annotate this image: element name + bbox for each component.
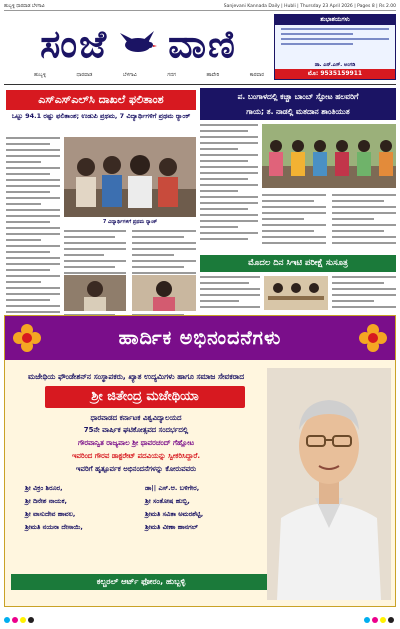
well-wisher-name: ಶ್ರೀ ವಾಸುದೇವ ಹಾವಲ, <box>25 510 76 518</box>
well-wisher-name: ಶ್ರೀಮತಿ ಸವಿತಾ ಅಮರಶೆಟ್ಟಿ, <box>145 510 204 518</box>
ad-line-governor: ಗೌರವಾನ್ವಿತ ರಾಜ್ಯಪಾಲ ಶ್ರೀ ಥಾವರಚಂದ್ ಗೆಹ್ಲೋಟ <box>77 439 195 447</box>
right-headline <box>200 88 396 120</box>
right-column-text-2 <box>262 194 326 248</box>
color-marks-right <box>364 608 396 627</box>
well-wisher-name: ಶ್ರೀ ದಿನೇಶ ನಾಯಕ, <box>25 497 68 505</box>
person-illustration <box>132 275 196 311</box>
masthead-rule <box>4 84 396 85</box>
cet-column-text <box>200 276 260 312</box>
well-wisher-name: ಶ್ರೀಮತಿ ವೀಣಾ ಹಾನಗಲ್ <box>145 523 198 531</box>
ad-line-wishes: ಇವರಿಗೆ ಹೃತ್ಪೂರ್ವಕ ಅಭಿನಂದನೆಗಳನ್ನು ಕೋರುವವರು <box>75 465 197 473</box>
ad-intro-line: ಮಜೇಥಿಯ ಫೌಂಡೇಶನ್‌ನ ಸಂಸ್ಥಾಪಕರು, ಖ್ಯಾತ ಉದ್ಯಮಿಗಳು ಹಾಗೂ ಸಮಾಜ ಸೇವಕರಾದ <box>27 372 245 381</box>
edition-text: ಹುಬ್ಬಳ್ಳಿ ಧಾರವಾಡ ಬೆಳಗಾವಿ <box>4 4 45 9</box>
tagline-city: ಕಾರವಾರ <box>249 72 264 78</box>
voters-illustration <box>262 124 396 188</box>
print-registration-strip <box>4 612 396 622</box>
lead-headline: ಎಸ್‌ಎಸ್‌ಎಲ್‌ಸಿ ದಾಖಲೆ ಫಲಿತಾಂಶ <box>6 90 196 110</box>
ad-sponsor: ಕಲ್ಚರಲ್ ಆರ್ಟ್ ಫೋರಂ, ಹುಬ್ಬಳ್ಳಿ <box>11 574 271 590</box>
well-wisher-name: ಶ್ರೀಮತಿ ನಯನಾ ದೇಸಾಯಿ, <box>25 523 83 531</box>
flower-icon <box>11 322 43 354</box>
exam-illustration <box>264 276 328 310</box>
person-illustration <box>64 275 126 311</box>
ad-heading: ಶುಭಾಶಯಗಳು <box>275 15 395 25</box>
logo-word-right: ವಾಣಿ <box>168 21 237 66</box>
cet-headline: ಮೊದಲ ದಿನ ಸಿಇಟಿ ಪರೀಕ್ಷೆ ಸುಸೂತ್ರ <box>200 255 396 272</box>
cet-column-text-2 <box>332 276 396 312</box>
well-wishers-list <box>25 484 265 532</box>
flower-icon <box>357 322 389 354</box>
congratulations-ad <box>4 315 396 607</box>
right-headline-line1: ಪ. ಬಂಗಾಳದಲ್ಲಿ ಕಚ್ಚಾ ಬಾಂಬ್ ಸ್ಫೋಟ ಹಲವರಿಗೆ <box>237 92 359 101</box>
honoree-portrait <box>267 368 391 600</box>
right-column-text <box>200 124 258 244</box>
well-wisher-name: ಶ್ರೀ ವಿಕ್ರಂ ಶಿರೂರ, <box>25 484 63 492</box>
girl-student-photo <box>132 275 196 311</box>
top-strip <box>4 2 396 11</box>
newspaper-logo <box>6 18 271 70</box>
tagline-city: ಹುಬ್ಬಳ್ಳಿ <box>34 72 47 78</box>
honoree-name: ಶ್ರೀ ಜಿತೇಂದ್ರ ಮಜೇಥಿಯಾ <box>45 386 245 408</box>
students-illustration <box>64 137 196 217</box>
color-marks-left <box>4 608 36 627</box>
tagline-city: ಹಾವೇರಿ <box>206 72 220 78</box>
tagline-city: ಗದಗ <box>167 72 176 78</box>
ad-banner-title: ಹಾರ್ದಿಕ ಅಭಿನಂದನೆಗಳು <box>118 327 282 349</box>
ad-line-university: ಧಾರವಾಡದ ಕರ್ನಾಟಕ ವಿಶ್ವವಿದ್ಯಾಲಯದ <box>90 414 182 422</box>
tagline-city: ಬೆಳಗಾವಿ <box>122 72 137 78</box>
well-wisher-name: ಶ್ರೀ ಸಂತೋಷ ಹುಬ್ಬಿ, <box>145 497 190 505</box>
dateline-text: Sanjevani Kannada Daily | Hubli | Thursday 23 April 2026 | Pages 8 | Rs 2.00 <box>223 4 396 9</box>
exam-hall-photo <box>264 276 328 310</box>
well-wisher-name: ಡಾ|| ಎಸ್.ಆ. ಬಳಿಗೇರ, <box>145 484 200 492</box>
ad-banner <box>5 316 395 360</box>
ad-phone: ಮೊ: 9535159911 <box>275 69 395 79</box>
dove-icon <box>118 29 158 59</box>
portrait-illustration <box>267 368 391 600</box>
ad-line-convocation: 75ನೇ ವಾರ್ಷಿಕ ಘಟಿಕೋತ್ಸವದ ಸಂದರ್ಭದಲ್ಲಿ <box>83 426 189 434</box>
students-photo <box>64 137 196 217</box>
masthead <box>4 12 396 82</box>
voters-queue-photo <box>262 124 396 188</box>
photo-caption: 7 ವಿದ್ಯಾರ್ಥಿಗಳಿಗೆ ಪ್ರಥಮ ರ‍್ಯಾಂಕ್ <box>102 219 158 225</box>
right-headline-line2: ಗಾಯ; ತ. ನಾಡಲ್ಲಿ ಮತದಾನ ಶಾಂತಿಯುತ <box>246 107 350 116</box>
ad-line-doctorate: ಇವರಿಂದ ಗೌರವ ಡಾಕ್ಟರೇಟ್ ಪದವಿಯನ್ನು ಸ್ವೀಕರಿಸಿದ್ದಾರೆ. <box>71 452 201 460</box>
masthead-ad <box>274 14 396 80</box>
candid-photo <box>64 275 126 311</box>
lead-subhead: ಒಟ್ಟು 94.1 ರಷ್ಟು ಫಲಿತಾಂಶ; ಉಡುಪಿ ಪ್ರಥಮ, 7 ವಿದ್ಯಾರ್ಥಿಗಳಿಗೆ ಪ್ರಥಮ ರ‍್ಯಾಂಕ್ <box>11 112 191 120</box>
city-tagline <box>34 72 264 78</box>
ad-signature: ಡಾ. ಎನ್.ಎಸ್. ಅಂಗಡಿ <box>314 62 356 68</box>
right-column-text-3 <box>332 194 396 248</box>
tagline-city: ಧಾರವಾಡ <box>76 72 93 78</box>
logo-word-left: ಸಂಜೆ <box>40 21 109 66</box>
